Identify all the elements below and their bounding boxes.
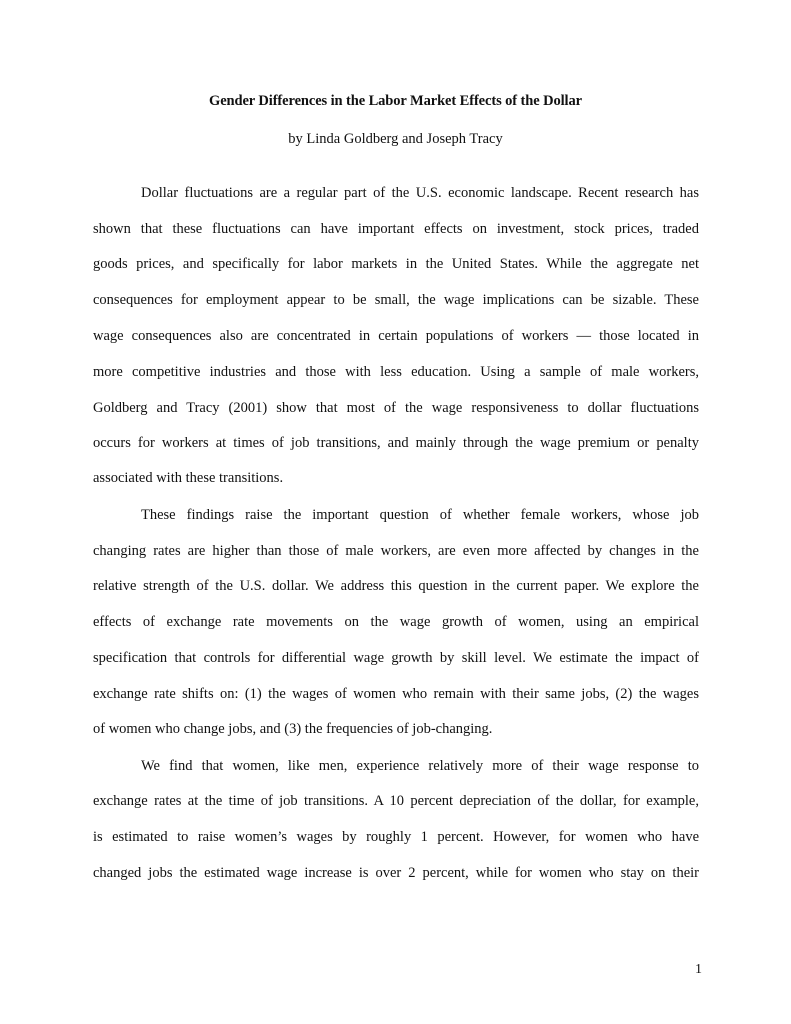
- text-line: changing rates are higher than those of male workers, are even more affected by changes in the: [93, 543, 699, 559]
- text-line: changed jobs the estimated wage increase is over 2 percent, while for women who stay on their: [93, 865, 699, 881]
- text-line: Dollar fluctuations are a regular part of the U.S. economic landscape. Recent research has: [141, 185, 699, 201]
- paper-title: Gender Differences in the Labor Market Effects of the Dollar: [209, 93, 582, 109]
- text-line: exchange rates at the time of job transitions. A 10 percent depreciation of the dollar, for example,: [93, 793, 699, 809]
- text-line: consequences for employment appear to be small, the wage implications can be sizable. These: [93, 292, 699, 308]
- page-number: 1: [695, 962, 702, 977]
- text-line: more competitive industries and those with less education. Using a sample of male workers,: [93, 364, 699, 380]
- text-line: exchange rate shifts on: (1) the wages of women who remain with their same jobs, (2) the wages: [93, 686, 699, 702]
- text-line: wage consequences also are concentrated in certain populations of workers — those located in: [93, 328, 699, 344]
- text-line: is estimated to raise women’s wages by roughly 1 percent. However, for women who have: [93, 829, 699, 845]
- text-line: specification that controls for differential wage growth by skill level. We estimate the impact of: [93, 650, 699, 666]
- text-line: We find that women, like men, experience relatively more of their wage response to: [141, 758, 699, 774]
- text-line: These findings raise the important question of whether female workers, whose job: [141, 507, 699, 523]
- text-line: relative strength of the U.S. dollar. We address this question in the current paper. We explore the: [93, 578, 699, 594]
- text-line: effects of exchange rate movements on the wage growth of women, using an empirical: [93, 614, 699, 630]
- text-line: associated with these transitions.: [93, 470, 284, 486]
- text-line: shown that these fluctuations can have important effects on investment, stock prices, traded: [93, 221, 699, 237]
- text-line: of women who change jobs, and (3) the frequencies of job-changing.: [93, 721, 493, 737]
- paper-authors: by Linda Goldberg and Joseph Tracy: [288, 131, 503, 147]
- text-line: occurs for workers at times of job transitions, and mainly through the wage premium or penalty: [93, 435, 699, 451]
- text-line: Goldberg and Tracy (2001) show that most of the wage responsiveness to dollar fluctuations: [93, 400, 699, 416]
- text-line: goods prices, and specifically for labor markets in the United States. While the aggregate net: [93, 256, 699, 272]
